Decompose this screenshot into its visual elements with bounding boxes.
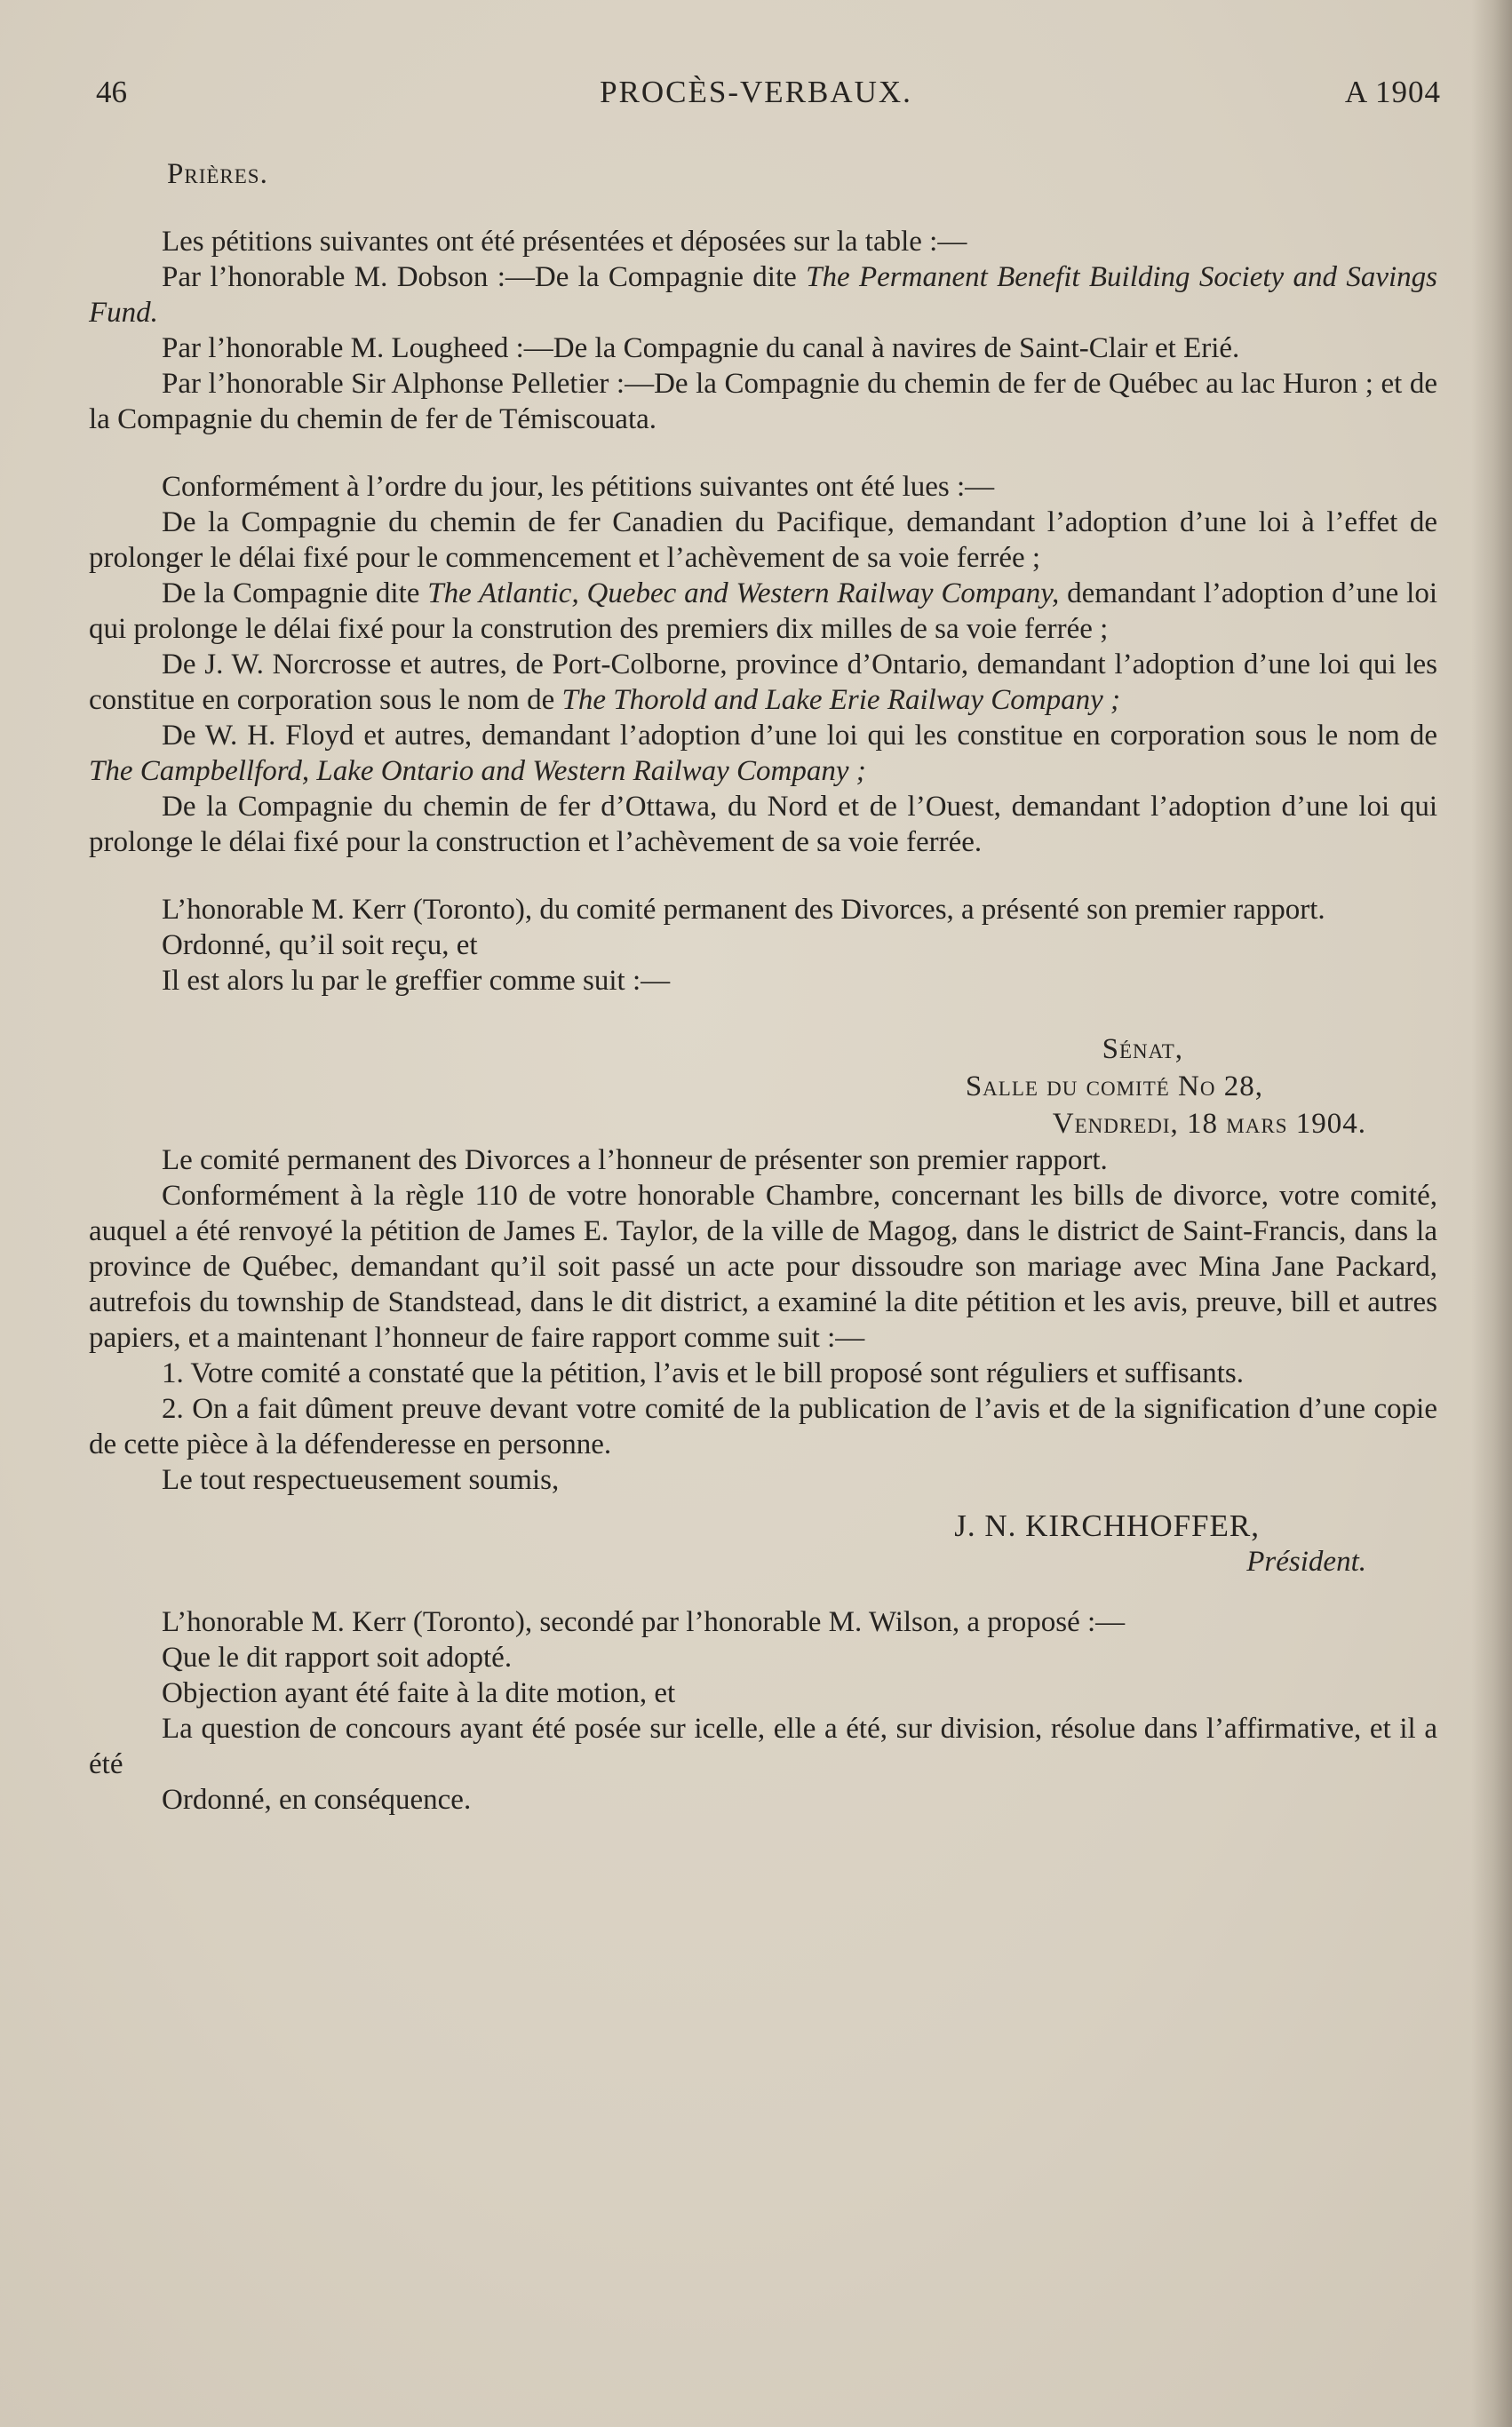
report-read: Il est alors lu par le greffier comme suit :— <box>162 965 671 997</box>
report-paragraph: 1. Votre comité a constaté que la pétition, l’avis et le bill proposé sont réguliers et suffisants. <box>162 1357 1244 1389</box>
petition-read-item: De la Compagnie dite The Atlantic, Quebec and Western Railway Company, demandant l’adoption d’une loi qui prolonge le délai fixé pour la constrution des premiers dix milles de sa voie ferrée ; <box>89 577 1437 645</box>
petition-item: Par l’honorable M. Lougheed :—De la Compagnie du canal à navires de Saint-Clair et Erié. <box>162 332 1240 364</box>
motion-paragraph: Ordonné, en conséquence. <box>162 1784 472 1816</box>
report-ordered: Ordonné, qu’il soit reçu, et <box>162 929 478 961</box>
motion-paragraph: Objection ayant été faite à la dite motion, et <box>162 1677 676 1709</box>
report-paragraph: 2. On a fait dûment preuve devant votre comité de la publication de l’avis et de la signification d’une copie de cette pièce à la défenderesse en personne. <box>89 1393 1437 1460</box>
signature-role: Président. <box>1246 1546 1366 1578</box>
page-body <box>89 156 1437 1818</box>
report-presented: L’honorable M. Kerr (Toronto), du comité permanent des Divorces, a présenté son premier rapport. <box>162 894 1325 926</box>
report-paragraph: Le tout respectueusement soumis, <box>162 1464 560 1496</box>
petition-read-item: De J. W. Norcrosse et autres, de Port-Colborne, province d’Ontario, demandant l’adoption d’une loi qui les constitue en corporation sous le nom de The Thorold and Lake Erie Railway Company ; <box>89 649 1437 716</box>
petition-read-item: De la Compagnie du chemin de fer d’Ottawa, du Nord et de l’Ouest, demandant l’adoption d’une loi qui prolonge le délai fixé pour la construction et l’achèvement de sa voie ferrée. <box>89 791 1437 858</box>
page-header <box>0 75 1512 119</box>
report-paragraph: Conformément à la règle 110 de votre honorable Chambre, concernant les bills de divorce, votre comité, auquel a été renvoyé la pétition de James E. Taylor, de la ville de Magog, dans le district de Saint-Francis, dans la province de Québec, demandant qu’il soit passé un acte pour dissoudre son mariage avec Mina Jane Packard, autrefois du township de Standstead, dans le dit district, a examiné la dite pétition et les avis, preuve, bill et autres papiers, et a maintenant l’honneur de faire rapport comme suit :— <box>89 1180 1437 1354</box>
report-dateline <box>89 1030 1437 1142</box>
dateline-date: Vendredi, 18 mars 1904. <box>1052 1108 1366 1140</box>
page-fold-shadow <box>1471 0 1512 2427</box>
petition-read-item: De la Compagnie du chemin de fer Canadien du Pacifique, demandant l’adoption d’une loi à l’effet de prolonger le délai fixé pour le commencement et l’achèvement de sa voie ferrée ; <box>89 506 1437 574</box>
petition-read-item: De W. H. Floyd et autres, demandant l’adoption d’une loi qui les constitue en corporation sous le nom de The Campbellford, Lake Ontario and Western Railway Company ; <box>89 720 1437 787</box>
report-paragraph: Le comité permanent des Divorces a l’honneur de présenter son premier rapport. <box>162 1144 1108 1176</box>
petition-item: Par l’honorable Sir Alphonse Pelletier :—De la Compagnie du chemin de fer de Québec au lac Huron ; et de la Compagnie du chemin de fer de Témiscouata. <box>89 368 1437 435</box>
dateline-room: Salle du comité No 28, <box>965 1070 1263 1102</box>
motion-paragraph: La question de concours ayant été posée sur icelle, elle a été, sur division, résolue dans l’affirmative, et il a été <box>89 1713 1437 1780</box>
page-year: A 1904 <box>1344 75 1441 109</box>
motion-paragraph: L’honorable M. Kerr (Toronto), secondé par l’honorable M. Wilson, a proposé :— <box>162 1606 1126 1638</box>
dateline-senate: Sénat, <box>1102 1033 1183 1065</box>
page-number: 46 <box>96 75 127 109</box>
running-title: PROCÈS-VERBAUX. <box>600 75 912 109</box>
petitions-presented-intro: Les pétitions suivantes ont été présentées et déposées sur la table :— <box>162 226 967 258</box>
motion-paragraph: Que le dit rapport soit adopté. <box>162 1642 513 1674</box>
petitions-read-intro: Conformément à l’ordre du jour, les pétitions suivantes ont été lues :— <box>162 471 995 503</box>
section-heading-prieres: Prières. <box>167 158 268 190</box>
signature-name: J. N. KIRCHHOFFER, <box>954 1508 1260 1543</box>
petition-item: Par l’honorable M. Dobson :—De la Compagnie dite The Permanent Benefit Building Society and Savings Fund. <box>89 261 1437 329</box>
